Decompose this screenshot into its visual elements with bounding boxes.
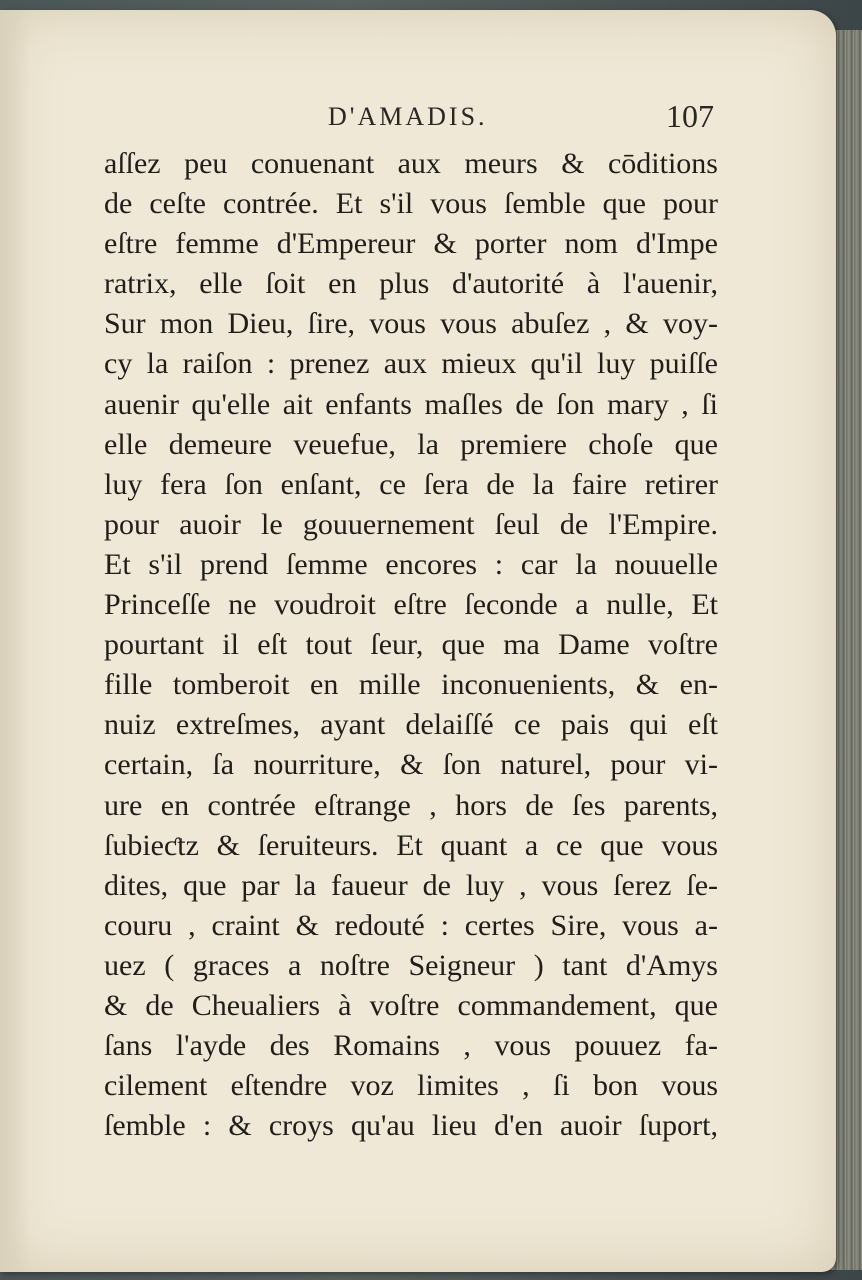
text-line: fille tomberoit en mille inconuenients, & en- [104, 668, 718, 702]
text-line: & de Cheualiers à voſtre commandement, que [104, 988, 718, 1022]
body-text [104, 144, 718, 1146]
page-header [100, 96, 720, 136]
text-line: uez ( graces a noſtre Seigneur ) tant d'Amys [104, 948, 718, 982]
text-line: luy fera ſon enſant, ce ſera de la faire retirer [104, 467, 718, 501]
text-line: Et s'il prend ſemme encores : car la nouuelle [104, 547, 718, 581]
text-line: ratrix, elle ſoit en plus d'autorité à l'auenir, [104, 267, 718, 301]
text-line: cy la raiſon : prenez aux mieux qu'il luy puiſſe [104, 347, 718, 381]
text-line: dites, que par la faueur de luy , vous ſerez ſe- [104, 868, 718, 902]
bleed-through-bottom [330, 1070, 750, 1088]
text-line: nuiz extreſmes, ayant delaiſſé ce pais qui eſt [104, 708, 718, 742]
text-line: auenir qu'elle ait enfants maſles de ſon mary , ſi [104, 387, 718, 421]
text-line: Princeſſe ne voudroit eſtre ſeconde a nulle, Et [104, 588, 718, 622]
text-line: Sur mon Dieu, ſire, vous vous abuſez , & voy- [104, 307, 718, 341]
running-title: D'AMADIS. [328, 102, 488, 131]
text-line: aſſez peu conuenant aux meurs & cōditions [104, 147, 718, 180]
text-line: ure en contrée eſtrange , hors de ſes parents, [104, 788, 718, 822]
text-line: eſtre femme d'Empereur & porter nom d'Impe [104, 227, 718, 261]
text-line: elle demeure veuefue, la premiere choſe que [104, 427, 718, 461]
book-page [0, 10, 836, 1272]
text-line: certain, ſa nourriture, & ſon naturel, pour vi- [104, 748, 718, 782]
page-number: 107 [666, 98, 714, 134]
text-line: ſubieƈtz & ſeruiteurs. Et quant a ce que vous [104, 828, 718, 862]
text-line: pourtant il eſt tout ſeur, que ma Dame voſtre [104, 628, 718, 662]
text-line: cilement eſtendre voz limites , ſi bon vous [104, 1069, 718, 1103]
text-line: ſans l'ayde des Romains , vous pouuez fa- [104, 1029, 718, 1063]
text-line: de ceſte contrée. Et s'il vous ſemble que pour [104, 187, 718, 221]
text-line: ſemble : & croys qu'au lieu d'en auoir ſuport, [104, 1109, 718, 1143]
text-line: pour auoir le gouuernement ſeul de l'Empire. [104, 507, 718, 541]
text-line: couru , craint & redouté : certes Sire, vous a- [104, 908, 718, 942]
